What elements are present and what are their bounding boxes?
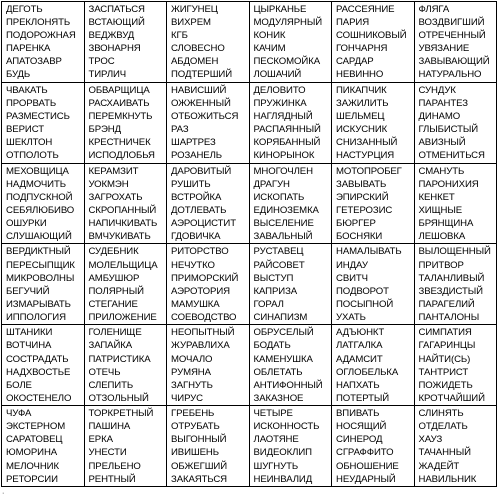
- grid-cell: [332, 406, 415, 487]
- word: ЗАГНУТЬ: [171, 379, 213, 391]
- word: ТАЛАНЛИВЫЙ: [418, 272, 485, 284]
- word-list: [6, 3, 84, 82]
- word: ИСКОННОСТЬ: [253, 421, 320, 433]
- word: МОЧАЛО: [171, 353, 213, 365]
- word: ОЖЖЕННЫЙ: [171, 97, 231, 109]
- grid-row: [2, 2, 497, 83]
- word: ОГЛОБЕЛЬКА: [336, 366, 399, 378]
- grid-cell: [2, 406, 85, 487]
- word-list: [336, 326, 414, 405]
- word: СИНАПИЗМ: [253, 311, 308, 323]
- word: НАЙТИ(СЬ): [418, 353, 471, 365]
- grid-cell: [414, 406, 497, 487]
- word: ОКОСТЕНЕЛО: [6, 392, 72, 404]
- word: ПРУЖИНКА: [253, 97, 307, 109]
- word: БУДЬ: [6, 69, 31, 81]
- word: ПОДТЕРШИЙ: [171, 69, 232, 81]
- word: КАМЕНУШКА: [253, 353, 313, 365]
- word: ВЕДЖВУД: [88, 30, 135, 42]
- word: БОДАТЬ: [253, 340, 291, 352]
- grid-cell: [2, 82, 85, 163]
- word: КИНОРЫНОК: [253, 150, 315, 162]
- word: МАМУШКА: [171, 298, 220, 310]
- word: МОДУЛЯРНЫЙ: [253, 17, 323, 29]
- word: СВИТЧ: [336, 272, 368, 284]
- word: ДИНАМО: [418, 111, 461, 123]
- word: ЮМОРИНА: [6, 447, 58, 459]
- word: ИВИШЕНЬ: [171, 447, 219, 459]
- grid-cell: [414, 244, 497, 325]
- word-list: [336, 84, 414, 163]
- word-list: [6, 407, 84, 486]
- word: САРАТОВЕЦ: [6, 434, 63, 446]
- word: СИНЕРОД: [336, 434, 383, 446]
- word: ПАРИЯ: [336, 17, 370, 29]
- word: ЗАСПАТЬСЯ: [88, 4, 145, 15]
- word: НАГЛЯДНЫЙ: [253, 111, 313, 123]
- word: РУШИТЬ: [171, 178, 211, 190]
- word: НЕЧУТКО: [171, 259, 215, 271]
- word: КАПРИЗА: [253, 285, 298, 297]
- word: ВЫСТУП: [253, 272, 294, 284]
- word-list: [336, 245, 414, 324]
- word: ЗАПАЙКА: [88, 340, 133, 352]
- word: СУДЕБНИК: [88, 246, 139, 258]
- word: ВПИВАТЬ: [336, 408, 380, 420]
- word: СЛОВЕСНО: [171, 43, 225, 55]
- word: НОСЯЩИЙ: [336, 421, 387, 433]
- word: СНИЗАННЫЙ: [336, 137, 398, 149]
- grid-cell: [167, 244, 250, 325]
- word: ВМЧУКИВАТЬ: [88, 231, 151, 243]
- word-list: [171, 84, 249, 163]
- word: НЕОПЫТНЫЙ: [171, 327, 235, 339]
- grid-cell: [167, 82, 250, 163]
- word: АБДОМЕН: [171, 56, 219, 68]
- word: ИЗМАРЫВАТЬ: [6, 298, 71, 310]
- word: ДЕЛОВИТО: [253, 84, 306, 96]
- word: РАСПАЯННЫЙ: [253, 124, 321, 136]
- word: КЕРАМЗИТ: [88, 165, 139, 177]
- word: ЭПИРСКИЙ: [336, 191, 389, 203]
- word: ТРОС: [88, 56, 115, 68]
- word: БРЭНД: [88, 124, 122, 136]
- word: НАМАЛЫВАТЬ: [336, 246, 402, 258]
- word: КАЧИМ: [253, 43, 286, 55]
- word: УВЯЗАНИЕ: [418, 43, 470, 55]
- word: БОСНЯКИ: [336, 231, 383, 243]
- word: ЛЕШОВКА: [418, 231, 466, 243]
- word: НЕИНВАЛИД: [253, 473, 313, 485]
- word-list: [171, 3, 249, 82]
- word: ОБРУСЕЛЫЙ: [253, 327, 314, 339]
- word: ВЫЛОЩЕННЫЙ: [418, 246, 491, 258]
- word: АНТИФОННЫЙ: [253, 379, 323, 391]
- word: КОРЯБАННЫЙ: [253, 137, 321, 149]
- word: АДАМСИТ: [336, 353, 383, 365]
- grid-cell: [332, 2, 415, 83]
- grid-cell: [84, 325, 167, 406]
- word: ФЛЯГА: [418, 4, 450, 15]
- word: ЗВОНАРНЯ: [88, 43, 141, 55]
- word: ЗАГРОХАТЬ: [88, 191, 143, 203]
- word-list: [336, 407, 414, 486]
- word-list: [419, 245, 497, 324]
- word: ИСКУСНИК: [336, 124, 388, 136]
- word-list: [254, 84, 332, 163]
- word: ЖУРАВЛИХА: [171, 340, 230, 352]
- word-list: [89, 165, 167, 244]
- word: ТИРЛИЧ: [88, 69, 127, 81]
- grid-cell: [332, 244, 415, 325]
- word: ВСТРОЙКА: [171, 191, 222, 203]
- word: ГЛЫБИСТЫЙ: [418, 124, 479, 136]
- word: ПОЖИДЕТЬ: [418, 379, 473, 391]
- word: НЕУДАРНЫЙ: [336, 473, 396, 485]
- word: БЮРГЕР: [336, 218, 376, 230]
- word: ПОТЕРТЫЙ: [336, 392, 390, 404]
- word: АПАТОЗАВР: [6, 56, 62, 68]
- word: ЗАВЫВАТЬ: [336, 178, 387, 190]
- word: ДОТЛЕВАТЬ: [171, 204, 227, 216]
- word: ТАЧАННЫЙ: [418, 447, 471, 459]
- word: ПЕРЕСЫПЩИК: [6, 259, 75, 271]
- word: МИКРОВОЛНЫ: [6, 272, 75, 284]
- word: ЦЫРКАНЬЕ: [253, 4, 307, 15]
- grid-row: [2, 325, 497, 406]
- grid-cell: [167, 325, 250, 406]
- word: УОКМЭН: [88, 178, 129, 190]
- word-list: [419, 326, 497, 405]
- word-list: [336, 3, 414, 82]
- word: ВИДЕОКЛИП: [253, 447, 312, 459]
- grid-row: [2, 82, 497, 163]
- word: СОСТРАДАТЬ: [6, 353, 69, 365]
- word: ПРЕЛЬЕНО: [88, 460, 141, 472]
- grid-cell: [249, 325, 332, 406]
- word: ЖАДЕЙТ: [418, 460, 460, 472]
- word: ШЕКЛТОН: [6, 137, 53, 149]
- word: ВСТАЮЩИЙ: [88, 17, 145, 29]
- word: ОТЗОЛЬНЫЙ: [88, 392, 149, 404]
- word: ШАРТРЕЗ: [171, 137, 216, 149]
- word: БЕГУЧИЙ: [6, 285, 50, 297]
- grid-cell: [249, 244, 332, 325]
- word: ТОРКРЕТНЫЙ: [88, 408, 154, 420]
- grid-cell: [84, 2, 167, 83]
- word: РИТОРСТВО: [171, 246, 229, 258]
- word: ЗАВАЛЬНЫЙ: [253, 231, 313, 243]
- word: ШТАНИКИ: [6, 327, 53, 339]
- word: ПАРОНИХИЯ: [418, 178, 479, 190]
- word: УХАТЬ: [336, 311, 366, 323]
- word: ПЕСКОМОЙКА: [253, 56, 321, 68]
- word: МОЛЕЛЬЩИЦА: [88, 259, 158, 271]
- word-list: [419, 3, 497, 82]
- word: АЭРОТОРИЯ: [171, 285, 230, 297]
- word: РАЗМЕСТИСЬ: [6, 111, 70, 123]
- grid-cell: [84, 82, 167, 163]
- word-list: [89, 3, 167, 82]
- word: ОТБОЖИТЬСЯ: [171, 111, 239, 123]
- word: ЛАОТЯНЕ: [253, 434, 299, 446]
- word: ВИХРЕМ: [171, 17, 211, 29]
- word: ЧИРУС: [171, 392, 204, 404]
- grid-cell: [249, 406, 332, 487]
- word: ЗАКАЗНОЕ: [253, 392, 304, 404]
- word: УНЕСТИ: [88, 447, 127, 459]
- word: ПАШИНА: [88, 421, 131, 433]
- word: СТЕГАНИЕ: [88, 298, 138, 310]
- word: ИСПОДЛОБЬЯ: [88, 150, 155, 162]
- word-list: [171, 245, 249, 324]
- word: КРОТЧАЙШИЙ: [418, 392, 485, 404]
- grid-cell: [332, 325, 415, 406]
- word: ИППОЛОГИЯ: [6, 311, 66, 323]
- word: ПОЛЯРНЫЙ: [88, 285, 144, 297]
- word: РЕТОРСИИ: [6, 473, 58, 485]
- word: ЗАВЫВАЮЩИЙ: [418, 56, 490, 68]
- word: ВЕРИСТ: [6, 124, 44, 136]
- word-list: [254, 407, 332, 486]
- word: РАЗ: [171, 124, 189, 136]
- word: ОТПОЛОТЬ: [6, 150, 59, 162]
- word: ГОЛЕНИЩЕ: [88, 327, 142, 339]
- word-list: [6, 165, 84, 244]
- word: ЧВАКАТЬ: [6, 84, 48, 96]
- grid-cell: [332, 163, 415, 244]
- word: ХИЩНЫЕ: [418, 204, 463, 216]
- word: ОБЖЕГШИЙ: [171, 460, 227, 472]
- word: ЧЕТЫРЕ: [253, 408, 293, 420]
- word-list: [171, 407, 249, 486]
- word-list: [171, 326, 249, 405]
- grid-cell: [167, 406, 250, 487]
- word: ОТЕЧЬ: [88, 366, 121, 378]
- word: ШУГНУТЬ: [253, 460, 299, 472]
- word: ПИКАПЧИК: [336, 84, 387, 96]
- word: БРЯНЩИНА: [418, 218, 474, 230]
- grid-cell: [249, 2, 332, 83]
- word: ВОТЧИНА: [6, 340, 52, 352]
- grid-cell: [414, 2, 497, 83]
- word: РАСХАИВАТЬ: [88, 97, 150, 109]
- word: СИМПАТИЯ: [418, 327, 472, 339]
- word: ГЕТЕРОЗИС: [336, 204, 393, 216]
- word: АДЪЮНКТ: [336, 327, 385, 339]
- word: НАТУРАЛЬНО: [418, 69, 482, 81]
- word: НАСТУРЦИЯ: [336, 150, 395, 162]
- word: МЕЛОЧНИК: [6, 460, 59, 472]
- word-list: [89, 84, 167, 163]
- grid-row: [2, 163, 497, 244]
- word: АЭРОЦИСТИТ: [171, 218, 236, 230]
- word: ЕРКА: [88, 434, 113, 446]
- word: ДЕГОТЬ: [6, 4, 43, 15]
- word: ПАРЕНКА: [6, 43, 51, 55]
- word-list: [254, 245, 332, 324]
- word: СКРОПАННЫЙ: [88, 204, 157, 216]
- grid-cell: [249, 82, 332, 163]
- grid-cell: [84, 406, 167, 487]
- word: ОШУРКИ: [6, 218, 47, 230]
- grid-cell: [414, 82, 497, 163]
- word-list: [6, 326, 84, 405]
- word: ШЕЛЬМЕЦ: [336, 111, 385, 123]
- word: МОТОПРОБЕГ: [336, 165, 402, 177]
- word: СЕБЯЛЮБИВО: [6, 204, 75, 216]
- word-list: [89, 326, 167, 405]
- word: ИСКОПАТЬ: [253, 191, 305, 203]
- grid-cell: [84, 163, 167, 244]
- word: НЕВИННО: [336, 69, 384, 81]
- word: ВОЗДВИГШИЙ: [418, 17, 485, 29]
- word: РУМЯНА: [171, 366, 211, 378]
- word: ЗАКАЯТЬСЯ: [171, 473, 228, 485]
- word: ЭКСТЕРНОМ: [6, 421, 66, 433]
- word: НАДМОЧИТЬ: [6, 178, 66, 190]
- word: СОШНИКОВЫЙ: [336, 30, 407, 42]
- word: ЛОШАЧИЙ: [253, 69, 302, 81]
- word: ПОДПУСКНОЙ: [6, 191, 73, 203]
- word: ПОДВОРОТ: [336, 285, 389, 297]
- word-list: [171, 165, 249, 244]
- word: СЛУШАЮЩИЙ: [6, 231, 72, 243]
- word: ЧУФА: [6, 408, 32, 420]
- word-list: [336, 165, 414, 244]
- word-list: [419, 165, 497, 244]
- word: НАПИЧКИВАТЬ: [88, 218, 158, 230]
- grid-cell: [2, 244, 85, 325]
- word: ЛАТГАЛКА: [336, 340, 383, 352]
- word: ПОСЫПНОЙ: [336, 298, 394, 310]
- word: ИНДАУ: [336, 259, 368, 271]
- grid-cell: [84, 244, 167, 325]
- word: ЗАЖИЛИТЬ: [336, 97, 389, 109]
- word: НАВИЛЬНИК: [418, 473, 477, 485]
- word: БОЛЕ: [6, 379, 32, 391]
- word: ГАГАРИНЦЫ: [418, 340, 476, 352]
- word: ОБЛЕТАТЬ: [253, 366, 303, 378]
- word-list: [254, 326, 332, 405]
- grid-cell: [2, 325, 85, 406]
- grid-cell: [332, 82, 415, 163]
- word: АВИЗНЫЙ: [418, 137, 466, 149]
- word: ПАНТАЛОНЫ: [418, 311, 480, 323]
- word: МЕХОВЩИЦА: [6, 165, 69, 177]
- word: ПОДОРОЖНАЯ: [6, 30, 76, 42]
- word-list: [419, 407, 497, 486]
- word: СОЕВОДСТВО: [171, 311, 237, 323]
- word: ГОРАЛ: [253, 298, 284, 310]
- word: ПЕРЕМКНУТЬ: [88, 111, 153, 123]
- grid-cell: [2, 163, 85, 244]
- word: ОБВАРЩИЦА: [88, 84, 150, 96]
- word: МНОГОЧЛЕН: [253, 165, 313, 177]
- word: ПАТРИСТИКА: [88, 353, 151, 365]
- word: РОЗАНЕЛЬ: [171, 150, 222, 162]
- grid-cell: [414, 325, 497, 406]
- word-list: [419, 84, 497, 163]
- word: ОТРУБАТЬ: [171, 421, 220, 433]
- grid-cell: [167, 163, 250, 244]
- word: НАДХВОСТЬЕ: [6, 366, 71, 378]
- grid-cell: [414, 163, 497, 244]
- word: КЕНКЕТ: [418, 191, 455, 203]
- word-list: [254, 165, 332, 244]
- grid-cell: [2, 2, 85, 83]
- word: ДРАГУН: [253, 178, 290, 190]
- word-list: [254, 3, 332, 82]
- word: РАССЕЯНИЕ: [336, 4, 395, 15]
- word: ВЫСЕЛЕНИЕ: [253, 218, 314, 230]
- word: ПРИМОРСКИЙ: [171, 272, 239, 284]
- word: СМАНУТЬ: [418, 165, 465, 177]
- word: ПАРАНТЕЗ: [418, 97, 468, 109]
- word: ДАРОВИТЫЙ: [171, 165, 232, 177]
- word: ОТРЕЧЕННЫЙ: [418, 30, 486, 42]
- word: ПРОРВАТЬ: [6, 97, 57, 109]
- word: РАЙСОВЕТ: [253, 259, 305, 271]
- word: ЕДИНОЗЕМКА: [253, 204, 319, 216]
- word: АМБУШЮР: [88, 272, 140, 284]
- footer-mark: ·: [2, 490, 5, 497]
- word: ТАНТРИСТ: [418, 366, 469, 378]
- word: КОНИК: [253, 30, 286, 42]
- word: ПРЕКЛОНЯТЬ: [6, 17, 71, 29]
- word: ХАУЗ: [418, 434, 443, 446]
- grid-row: [2, 244, 497, 325]
- word-list: [6, 84, 84, 163]
- word: ГДОВИЧКА: [171, 231, 221, 243]
- word: СЛЕПИТЬ: [88, 379, 134, 391]
- word: ОБНОШЕНИЕ: [336, 460, 399, 472]
- word: СЛИНЯТЬ: [418, 408, 464, 420]
- word: ГРЕБЕНЬ: [171, 408, 215, 420]
- word: СУНДУК: [418, 84, 456, 96]
- word: РЕНТНЫЙ: [88, 473, 136, 485]
- word: ВЕРДИКТНЫЙ: [6, 246, 71, 258]
- word: ЖИГУНЕЦ: [171, 4, 218, 15]
- word: ПАРАГЕЛИЙ: [418, 298, 475, 310]
- word: КГБ: [171, 30, 188, 42]
- word: САРДАР: [336, 56, 374, 68]
- grid-cell: [249, 163, 332, 244]
- word: ПРИЛОЖЕНИЕ: [88, 311, 157, 323]
- word: ЗВЕЗДИСТЫЙ: [418, 285, 483, 297]
- word: НАВИСШИЙ: [171, 84, 227, 96]
- word-grid-body: [2, 2, 497, 487]
- grid-cell: [167, 2, 250, 83]
- word: СГРАФФИТО: [336, 447, 394, 459]
- word: НАПХАТЬ: [336, 379, 380, 391]
- word: ГОНЧАРНЯ: [336, 43, 388, 55]
- word: РУСТАВЕЦ: [253, 246, 304, 258]
- word: КРЕСТНИЧЕК: [88, 137, 151, 149]
- word: ОТДЕЛАТЬ: [418, 421, 468, 433]
- word: ОТМЕНИТЬСЯ: [418, 150, 485, 162]
- grid-row: [2, 406, 497, 487]
- word-list: [89, 407, 167, 486]
- word: ПРИТВОР: [418, 259, 464, 271]
- word-list: [89, 245, 167, 324]
- word-list: [6, 245, 84, 324]
- word-grid: [1, 1, 497, 487]
- word: ВЫГОННЫЙ: [171, 434, 227, 446]
